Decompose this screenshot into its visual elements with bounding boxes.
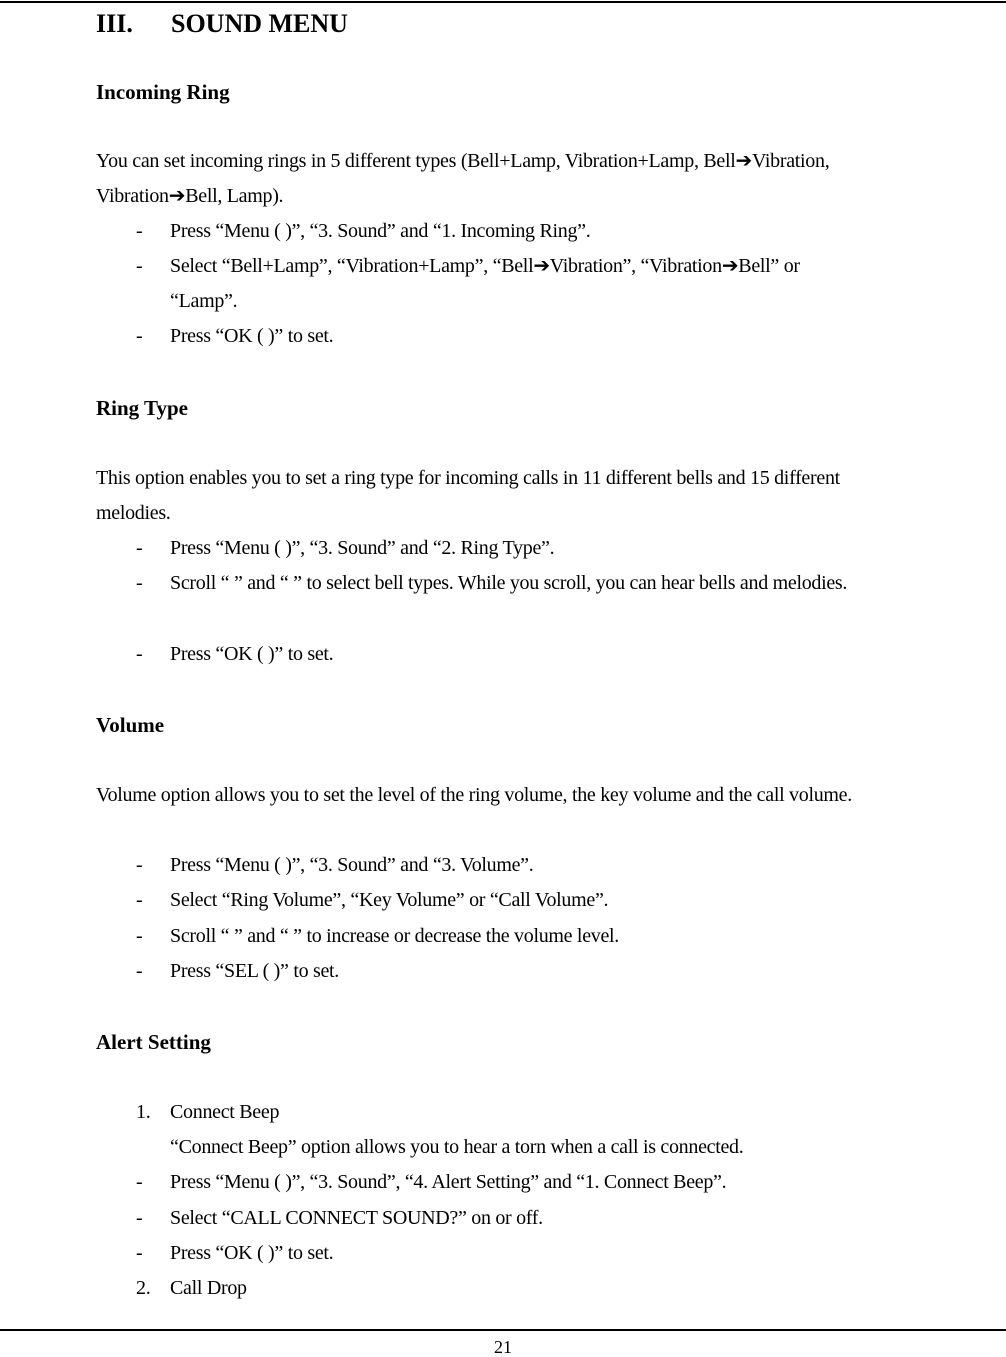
list-item <box>136 919 856 954</box>
numbered-item <box>136 1271 856 1306</box>
heading-ring-type: Ring Type <box>96 396 188 420</box>
heading-alert-setting: Alert Setting <box>96 1030 211 1054</box>
bottom-rule <box>0 1329 1006 1331</box>
list-item <box>136 214 856 249</box>
list-item <box>136 566 856 601</box>
top-rule <box>0 1 1006 3</box>
list-item <box>136 954 856 989</box>
list-item-text: Select “Ring Volume”, “Key Volume” or “Call Volume”. <box>170 889 609 911</box>
incoming-ring-intro: You can set incoming rings in 5 different types (Bell+Lamp, Vibration+Lamp, Bell➔Vibration, Vibration➔Bell, Lamp). <box>96 150 830 207</box>
page-title <box>96 6 348 42</box>
list-marker: - <box>136 889 143 911</box>
list-marker: - <box>136 325 143 347</box>
page-number: 21 <box>494 1337 512 1357</box>
list-item-text: Press “OK ( )” to set. <box>170 325 334 347</box>
list-marker: - <box>136 1171 143 1193</box>
list-item-text: Press “Menu ( )”, “3. Sound” and “3. Volume”. <box>170 854 534 876</box>
list-marker: - <box>136 572 143 594</box>
heading-incoming-ring: Incoming Ring <box>96 80 230 104</box>
section-title: SOUND MENU <box>171 9 348 38</box>
connect-beep-label: Connect Beep <box>170 1101 280 1123</box>
call-drop-label: Call Drop <box>170 1277 247 1299</box>
list-marker: - <box>136 643 143 665</box>
list-item-text: Scroll “ ” and “ ” to increase or decrease the volume level. <box>170 925 620 947</box>
list-item <box>136 319 856 354</box>
numbered-item <box>136 1095 856 1130</box>
section-number: III. <box>96 9 133 38</box>
list-item <box>136 1236 856 1271</box>
list-item <box>136 1201 856 1236</box>
list-item-text: Press “OK ( )” to set. <box>170 1242 334 1264</box>
list-item-text: Scroll “ ” and “ ” to select bell types. While you scroll, you can hear bells and melodies. <box>170 572 848 594</box>
list-item-text: Select “Bell+Lamp”, “Vibration+Lamp”, “Bell➔Vibration”, “Vibration➔Bell” or “Lamp”. <box>170 255 800 312</box>
list-item <box>136 637 856 672</box>
heading-volume: Volume <box>96 713 165 737</box>
list-item <box>136 531 856 566</box>
list-marker: - <box>136 960 143 982</box>
list-item-text: Press “Menu ( )”, “3. Sound”, “4. Alert Setting” and “1. Connect Beep”. <box>170 1171 727 1193</box>
list-item-text: Select “CALL CONNECT SOUND?” on or off. <box>170 1207 543 1229</box>
list-marker: - <box>136 925 143 947</box>
list-marker: - <box>136 1242 143 1264</box>
list-marker: 2. <box>136 1277 151 1299</box>
list-item <box>136 1165 856 1200</box>
list-item-text: Press “OK ( )” to set. <box>170 643 334 665</box>
list-marker: - <box>136 537 143 559</box>
list-item-text: Press “SEL ( )” to set. <box>170 960 339 982</box>
list-item <box>136 848 856 883</box>
volume-intro: Volume option allows you to set the level of the ring volume, the key volume and the call volume. <box>96 784 852 806</box>
list-marker: - <box>136 854 143 876</box>
list-item-text: Press “Menu ( )”, “3. Sound” and “1. Incoming Ring”. <box>170 220 591 242</box>
list-item-text: Press “Menu ( )”, “3. Sound” and “2. Ring Type”. <box>170 537 555 559</box>
list-item <box>136 249 856 319</box>
list-marker: 1. <box>136 1101 151 1123</box>
list-marker: - <box>136 1207 143 1229</box>
list-marker: - <box>136 255 143 277</box>
connect-beep-description: “Connect Beep” option allows you to hear a torn when a call is connected. <box>170 1136 744 1158</box>
ring-type-intro: This option enables you to set a ring type for incoming calls in 11 different bells and 15 different melodies. <box>96 467 840 524</box>
list-item <box>136 883 856 918</box>
list-marker: - <box>136 220 143 242</box>
